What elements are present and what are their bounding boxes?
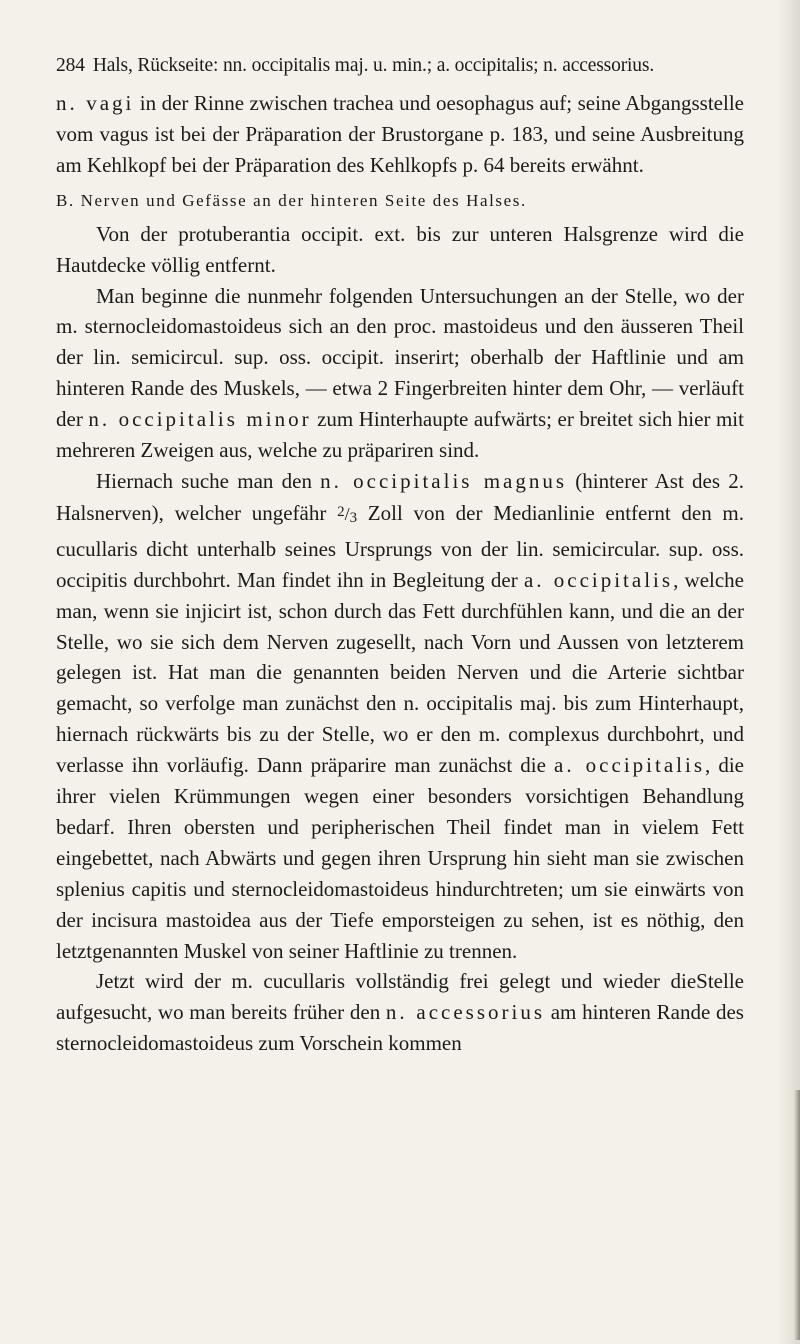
section-heading: B. Nerven und Gefässe an der hinteren Seite des Halses. xyxy=(56,190,527,210)
term-n-accessorius: n. accessorius xyxy=(385,1000,546,1025)
fraction-denominator: 3 xyxy=(349,509,358,526)
paragraph-occipitalis-magnus xyxy=(56,466,744,967)
body-text xyxy=(56,88,744,1059)
paragraph-occipitalis-magnus-text-f: , welche man, wenn sie injicirt ist, schon durch das Fett durchfühlen kann, und die an der Stelle, wo sie sich dem Nerven zugesellt, nach Vorn und Aussen von letzterem gelegen ist. Hat man die genannten beiden Nerven und die Arterie sichtbar gemacht, so verfolge man zunächst den n. occipitalis maj. bis zum Hinterhaupt, hiernach rückwärts bis zu der Stelle, wo er den m. complexus durchbohrt, und verlasse ihn vorläufig. Dann präparire man zunächst die xyxy=(56,567,744,778)
page-number: 284 xyxy=(56,55,85,76)
term-a-occipitalis-2: a. occipitalis xyxy=(554,753,705,778)
term-n-vagi: n. vagi xyxy=(56,91,135,115)
paragraph-accessorius-text-c: am hinteren Rande des sternocleidomastoideus zum Vorschein kommen xyxy=(56,1000,744,1056)
paragraph-occipitalis-minor-text-c: zum Hinterhaupte aufwärts; er breitet sich hier mit mehreren Zweigen aus, welche zu präpariren sind. xyxy=(56,407,744,463)
paragraph-occipitalis-minor-text-a: Man beginne die nunmehr folgenden Untersuchungen an der Stelle, wo der m. sternocleidomastoideus sich an den proc. mastoideus und den äusseren Theil der lin. semicircul. sup. oss. occipit. inserirt; oberhalb der Haftlinie und am hinteren Rande des Muskels, — etwa 2 Fingerbreiten hinter dem Ohr, — verläuft der xyxy=(56,283,744,432)
paragraph-occipitalis-magnus-text-d: Zoll von der Medianlinie entfernt den m. cucullaris dicht unterhalb seines Ursprungs von der lin. semicircular. sup. oss. occipitis durchbohrt. Man findet ihn in Begleitung der xyxy=(56,500,744,592)
term-a-occipitalis-1: a. occipitalis xyxy=(523,567,674,592)
paragraph-occipitalis-magnus-text-c: (hinterer Ast des 2. Halsnerven), welcher ungefähr xyxy=(56,468,745,525)
paragraph-occipitalis-magnus-text-a: Hiernach suche man den xyxy=(96,468,321,493)
paragraph-accessorius xyxy=(56,966,744,1059)
running-head xyxy=(56,54,744,78)
paragraph-occipitalis-minor xyxy=(56,281,744,466)
paragraph-skin-removal: Von der protuberantia occipit. ext. bis zur unteren Halsgrenze wird die Hautdecke völlig entfernt. xyxy=(56,221,744,277)
page-edge-mark xyxy=(794,1090,800,1340)
term-n-occipitalis-magnus: n. occipitalis magnus xyxy=(320,468,568,493)
paragraph-vagus-text: in der Rinne zwischen trachea und oesophagus auf; seine Abgangsstelle vom vagus ist bei der Präparation der Brustorgane p. 183, und seine Ausbreitung am Kehlkopf bei der Präparation des Kehlkopfs p. 64 bereits erwähnt. xyxy=(56,91,744,177)
term-n-occipitalis-minor: n. occipitalis minor xyxy=(88,407,312,432)
running-head-title: Hals, Rückseite: nn. occipitalis maj. u. min.; a. occipitalis; n. accessorius. xyxy=(92,55,655,76)
fraction-numerator: 2 xyxy=(337,503,345,520)
paragraph-accessorius-text-a: Jetzt wird der m. cucullaris vollständig frei gelegt und wieder dieStelle aufgesucht, wo man bereits früher den xyxy=(56,969,744,1025)
paragraph-occipitalis-magnus-text-h: , die ihrer vielen Krümmungen wegen einer besonders vorsichtigen Behandlung bedarf. Ihren obersten und peripherischen Theil findet man in vielem Fett eingebettet, nach Abwärts und gegen ihren Ursprung hin sieht man sie zwischen splenius capitis und sternocleidomastoideus hindurchtreten; um sie einwärts von der incisura mastoidea aus der Tiefe emporsteigen zu sehen, ist es nöthig, den letztgenannten Muskel von seiner Haftlinie zu trennen. xyxy=(56,753,745,963)
fraction-slash: / xyxy=(344,503,350,524)
paragraph-vagus xyxy=(56,88,744,181)
